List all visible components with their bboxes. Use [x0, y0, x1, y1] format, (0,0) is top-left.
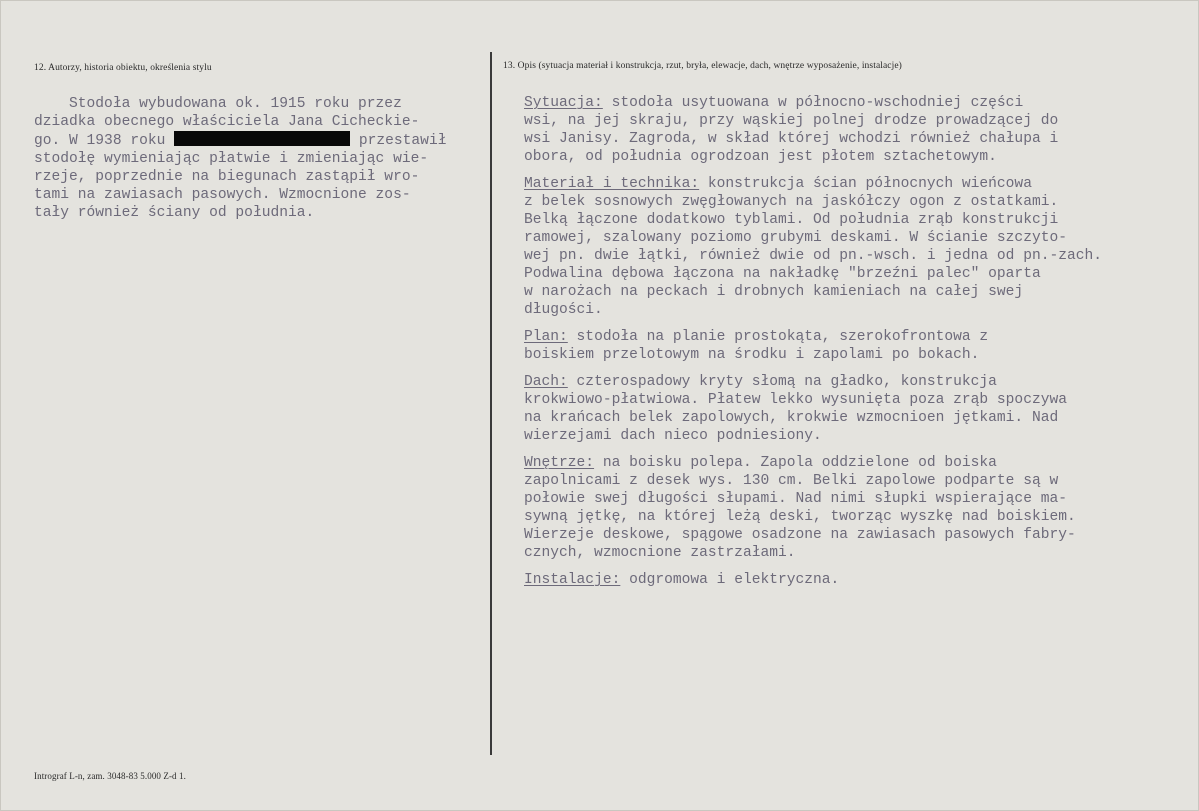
- description-column: [524, 94, 1102, 598]
- para-plan: Plan: stodoła na planie prostokąta, szerokofrontowa z boiskiem przelotowym na środku i zapolami po bokach.: [524, 329, 989, 363]
- para-material: Materiał i technika: konstrukcja ścian północnych wieńcowa z belek sosnowych zwęgłowanych na jaskółczy ogon z ostatkami. Belką łączone dodatkowo tyblami. Od południa zrąb konstrukcji ramowej, szalowany poziomo grubymi deskami. W ścianie szczyto- wej pn. dwie łątki, również dwie od pn.-wsch. i jedna od pn.-zach. Podwalina dębowa łączona na nakładkę "brzeźni palec" oparta w narożach na peckach i drobnych kamieniach na całej swej długości.: [524, 176, 1103, 318]
- heading-sytuacja: Sytuacja:: [524, 95, 603, 111]
- history-line: przestawił: [350, 133, 447, 149]
- history-line: Stodoła wybudowana ok. 1915 roku przez: [34, 96, 402, 112]
- para-wnetrze: Wnętrze: na boisku polepa. Zapola oddzielone od boiska zapolnicami z desek wys. 130 cm. Belki zapolowe podparte są w połowie swej długości słupami. Nad nimi słupki wspierające ma- sywną jętkę, na której leżą deski, tworząc wyszkę nad boiskiem. Wierzeje deskowe, spągowe osadzone na zawiasach pasowych fabry- cznych, wzmocnione zastrzałami.: [524, 455, 1076, 561]
- section-12-label: 12. Autorzy, historia obiektu, określenia stylu: [34, 63, 212, 73]
- heading-wnetrze: Wnętrze:: [524, 455, 595, 471]
- heading-dach: Dach:: [524, 374, 568, 390]
- para-sytuacja: Sytuacja: stodoła usytuowana w północno-wschodniej części wsi, na jej skraju, przy wąskiej polnej drodze prowadzącej do wsi Janisy. Zagroda, w skład której wchodzi również chałupa i obora, od południa ogrodzoan jest płotem sztachetowym.: [524, 95, 1059, 165]
- history-line: dziadka obecnego właściciela Jana Cicheckie-: [34, 114, 420, 130]
- column-divider: [490, 52, 492, 755]
- redaction-bar: [174, 131, 350, 146]
- history-line: tami na zawiasach pasowych. Wzmocnione zos-: [34, 187, 411, 203]
- section-13-label: 13. Opis (sytuacja materiał i konstrukcja, rzut, bryła, elewacje, dach, wnętrze wyposażenie, instalacje): [503, 61, 902, 71]
- para-dach: Dach: czterospadowy kryty słomą na gładko, konstrukcja krokwiowo-płatwiowa. Płatew lekko wysunięta poza zrąb spoczywa na krańcach belek zapolowych, krokwie wzmocnioen jętkami. Nad wierzejami dach nieco podniesiony.: [524, 374, 1067, 444]
- history-line: stodołę wymieniając płatwie i zmieniając wie-: [34, 151, 429, 167]
- history-line: go. W 1938 roku: [34, 133, 175, 149]
- heading-plan: Plan:: [524, 329, 568, 345]
- heading-instalacje: Instalacje:: [524, 572, 621, 588]
- history-line: rzeje, poprzednie na biegunach zastąpił wro-: [34, 169, 420, 185]
- printer-footer: Intrograf L-n, zam. 3048-83 5.000 Z-d 1.: [34, 771, 186, 781]
- para-instalacje: Instalacje: odgromowa i elektryczna.: [524, 572, 840, 588]
- heading-material: Materiał i technika:: [524, 176, 700, 192]
- history-text: [34, 95, 446, 222]
- history-line: tały również ściany od południa.: [34, 205, 315, 221]
